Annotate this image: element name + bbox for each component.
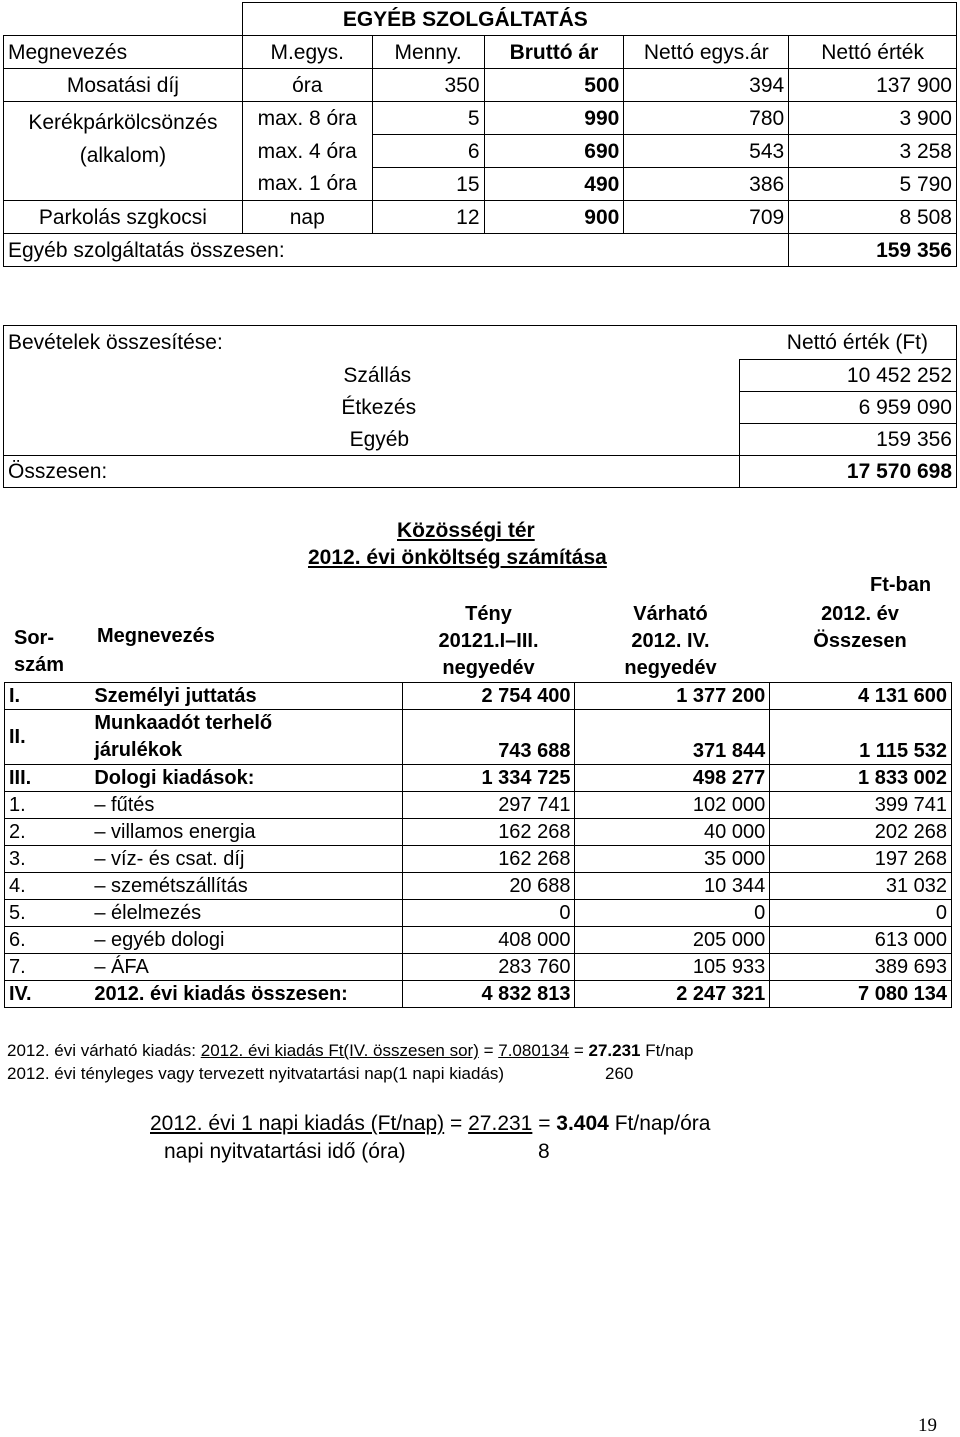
bevetelek-title: Bevételek összesítése:	[4, 326, 740, 360]
cell-teny: 408 000	[402, 927, 575, 954]
egyeb-szolgaltatas-table	[3, 2, 957, 267]
col-varhato-line2: 2012. IV.	[631, 630, 710, 652]
cell-varhato: 0	[575, 900, 770, 927]
cell-name	[90, 900, 402, 927]
table-row	[5, 683, 952, 710]
cell-osszesen: 1 833 002	[770, 765, 952, 792]
cell-teny: 283 760	[402, 954, 575, 981]
bevetelek-total-label: Összesen:	[4, 456, 740, 488]
note-line3-result: 3.404	[556, 1112, 609, 1135]
cell-osszesen: 7 080 134	[770, 981, 952, 1008]
cell-no: 5.	[5, 900, 91, 927]
total-row	[4, 234, 957, 267]
note-line2-text: 2012. évi tényleges vagy tervezett nyitvatartási nap(1 napi kiadás)	[7, 1064, 505, 1083]
cell-osszesen: 389 693	[770, 954, 952, 981]
cell-name-text: – fűtés	[94, 794, 154, 816]
kozossegi-subtitle: 2012. évi önköltség számítása	[308, 546, 607, 569]
col-teny	[416, 601, 561, 682]
cell-net-unit: 709	[624, 201, 789, 234]
table-row	[5, 792, 952, 819]
cell-qty: 5	[372, 102, 484, 135]
table-row	[5, 927, 952, 954]
table-row	[4, 69, 957, 102]
egyeb-total-label: Egyéb szolgáltatás összesen:	[4, 234, 789, 267]
cell-name	[90, 765, 402, 792]
bevetelek-item-label: Egyéb	[349, 427, 410, 451]
cell-name-line2: járulékok	[94, 739, 183, 761]
table-row	[5, 873, 952, 900]
table-row	[5, 954, 952, 981]
cell-teny: 743 688	[402, 710, 575, 765]
col-sorszam	[14, 625, 64, 679]
note-line3-eq: =	[444, 1112, 469, 1135]
cell-varhato: 498 277	[575, 765, 770, 792]
cell-unit: max. 8 óra	[242, 102, 372, 135]
egyeb-total-value: 159 356	[789, 234, 957, 267]
cell-net-value: 137 900	[789, 69, 957, 102]
cell-name-text: 2012. évi kiadás összesen:	[94, 983, 348, 1005]
cell-net-unit: 780	[624, 102, 789, 135]
cell-osszesen: 613 000	[770, 927, 952, 954]
note-line4-text: napi nyitvatartási idő (óra)	[164, 1140, 406, 1163]
cell-no: 1.	[5, 792, 91, 819]
cell-net-value: 8 508	[789, 201, 957, 234]
col-netto-ertek: Nettó érték	[789, 36, 957, 69]
cell-net-unit: 543	[624, 135, 789, 168]
cell-teny: 297 741	[402, 792, 575, 819]
cell-qty: 350	[372, 69, 484, 102]
cell-no: IV.	[5, 981, 91, 1008]
note-line1-result: 27.231	[588, 1041, 641, 1060]
cell-name	[90, 819, 402, 846]
col-mennyiseg: Menny.	[372, 36, 484, 69]
note-line3-unit: Ft/nap/óra	[608, 1112, 711, 1135]
note-line1-eq2: =	[569, 1041, 589, 1060]
cell-varhato: 105 933	[575, 954, 770, 981]
cell-name-text: – víz- és csat. díj	[94, 848, 244, 870]
kerekpar-sublabel: (alkalom)	[79, 143, 167, 167]
col-sorszam-line2: szám	[14, 654, 65, 676]
onkoltseg-table	[4, 682, 952, 1008]
table-row	[5, 846, 952, 873]
col-osszesen	[790, 601, 930, 655]
egyeb-title: EGYÉB SZOLGÁLTATÁS	[242, 3, 956, 36]
cell-name	[90, 683, 402, 710]
cell-teny: 0	[402, 900, 575, 927]
note-line1-eq: =	[478, 1041, 499, 1060]
bevetelek-item-value: 6 959 090	[740, 392, 957, 424]
cell-varhato: 205 000	[575, 927, 770, 954]
cell-name	[90, 710, 402, 765]
cell-no: III.	[5, 765, 91, 792]
cell-no: 2.	[5, 819, 91, 846]
cell-no: 7.	[5, 954, 91, 981]
col-teny-line1: Tény	[465, 603, 512, 625]
col-sorszam-line1: Sor-	[14, 627, 54, 649]
cell-name-text: Dologi kiadások:	[94, 767, 255, 789]
cell-osszesen: 31 032	[770, 873, 952, 900]
cell-name-text: – szemétszállítás	[94, 875, 247, 897]
cell-name-text: – élelmezés	[94, 902, 201, 924]
bevetelek-table	[3, 325, 957, 488]
table-row	[5, 981, 952, 1008]
cell-gross: 690	[484, 135, 624, 168]
cell-net-value: 3 258	[789, 135, 957, 168]
cell-name	[90, 846, 402, 873]
cell-unit: max. 1 óra	[242, 168, 372, 201]
cell-osszesen: 399 741	[770, 792, 952, 819]
table-row	[4, 201, 957, 234]
note-line3-eq2: =	[532, 1112, 557, 1135]
cell-name	[90, 873, 402, 900]
cell-qty: 6	[372, 135, 484, 168]
table-row	[5, 900, 952, 927]
bevetelek-col-header: Nettó érték (Ft)	[740, 326, 957, 360]
bevetelek-item-value: 10 452 252	[740, 360, 957, 392]
cell-varhato: 1 377 200	[575, 683, 770, 710]
note-line1-value: 7.080134	[498, 1041, 570, 1060]
cell-name	[90, 792, 402, 819]
col-ossz-line2: Összesen	[813, 630, 907, 652]
cell-gross: 500	[484, 69, 624, 102]
cell-varhato: 40 000	[575, 819, 770, 846]
note-line4-value: 8	[538, 1140, 550, 1163]
table-row	[5, 710, 952, 765]
kozossegi-title: Közösségi tér	[397, 519, 535, 542]
cell-gross: 990	[484, 102, 624, 135]
table-row	[5, 765, 952, 792]
cell-name	[90, 954, 402, 981]
cell-no: 4.	[5, 873, 91, 900]
col-megnevezes: Megnevezés	[97, 625, 215, 647]
col-brutto-ar: Bruttó ár	[484, 36, 624, 69]
cell-varhato: 371 844	[575, 710, 770, 765]
cell-name-text: – ÁFA	[94, 956, 148, 978]
cell-osszesen: 197 268	[770, 846, 952, 873]
cell-name	[90, 981, 402, 1008]
cell-varhato: 2 247 321	[575, 981, 770, 1008]
cell-net-value: 3 900	[789, 102, 957, 135]
cell-teny: 1 334 725	[402, 765, 575, 792]
note-line4	[164, 1140, 406, 1164]
bevetelek-total-value: 17 570 698	[740, 456, 957, 488]
cell-name-kerekpar	[4, 102, 243, 201]
cell-gross: 490	[484, 168, 624, 201]
cell-teny: 4 832 813	[402, 981, 575, 1008]
cell-name	[90, 927, 402, 954]
cell-no: 6.	[5, 927, 91, 954]
cell-name-line1: Munkaadót terhelő	[94, 712, 273, 734]
cell-name-text: Személyi juttatás	[94, 685, 257, 707]
cell-qty: 12	[372, 201, 484, 234]
cell-varhato: 35 000	[575, 846, 770, 873]
col-teny-line3: negyedév	[442, 657, 535, 679]
note-line3-formula: 2012. évi 1 napi kiadás (Ft/nap)	[150, 1112, 445, 1135]
cell-name-text: – villamos energia	[94, 821, 255, 843]
cell-unit: nap	[242, 201, 372, 234]
cell-qty: 15	[372, 168, 484, 201]
bevetelek-item-label: Étkezés	[341, 396, 417, 419]
cell-no: 3.	[5, 846, 91, 873]
col-mertekegyseg: M.egys.	[242, 36, 372, 69]
table-header-row	[4, 36, 957, 69]
col-varhato-line3: negyedév	[624, 657, 717, 679]
cell-net-unit: 394	[624, 69, 789, 102]
cell-gross: 900	[484, 201, 624, 234]
cell-no: I.	[5, 683, 91, 710]
note-line1-formula: 2012. évi kiadás Ft(IV. összesen sor)	[200, 1041, 479, 1060]
cell-name: Mosatási díj	[4, 69, 243, 102]
cell-unit: óra	[242, 69, 372, 102]
page-number: 19	[918, 1415, 937, 1436]
bevetelek-item-value: 159 356	[740, 424, 957, 456]
cell-osszesen: 202 268	[770, 819, 952, 846]
cell-teny: 2 754 400	[402, 683, 575, 710]
note-line1-prefix: 2012. évi várható kiadás:	[7, 1041, 201, 1060]
note-line3	[150, 1112, 710, 1136]
note-line1-unit: Ft/nap	[640, 1041, 694, 1060]
cell-unit: max. 4 óra	[242, 135, 372, 168]
cell-no: II.	[5, 710, 91, 765]
cell-varhato: 10 344	[575, 873, 770, 900]
cell-osszesen: 1 115 532	[770, 710, 952, 765]
col-netto-egysegar: Nettó egys.ár	[624, 36, 789, 69]
cell-teny: 20 688	[402, 873, 575, 900]
bevetelek-item-label: Szállás	[343, 364, 412, 387]
col-varhato-line1: Várható	[633, 603, 708, 625]
kerekpar-label: Kerékpárkölcsönzés	[28, 111, 218, 134]
cell-teny: 162 268	[402, 846, 575, 873]
note-line2	[7, 1064, 504, 1084]
col-ossz-line1: 2012. év	[821, 603, 899, 625]
cell-net-value: 5 790	[789, 168, 957, 201]
table-row	[5, 819, 952, 846]
cell-osszesen: 4 131 600	[770, 683, 952, 710]
note-line2-value: 260	[605, 1064, 634, 1083]
cell-teny: 162 268	[402, 819, 575, 846]
cell-varhato: 102 000	[575, 792, 770, 819]
col-varhato	[598, 601, 743, 682]
cell-net-unit: 386	[624, 168, 789, 201]
table-row	[4, 102, 957, 135]
note-line1	[7, 1041, 693, 1061]
cell-name-text: – egyéb dologi	[94, 929, 224, 951]
note-line3-value: 27.231	[468, 1112, 533, 1135]
col-teny-line2: 20121.I–III.	[438, 630, 539, 652]
cell-name: Parkolás szgkocsi	[4, 201, 243, 234]
unit-note: Ft-ban	[870, 574, 932, 596]
cell-osszesen: 0	[770, 900, 952, 927]
col-megnevezes: Megnevezés	[4, 36, 243, 69]
